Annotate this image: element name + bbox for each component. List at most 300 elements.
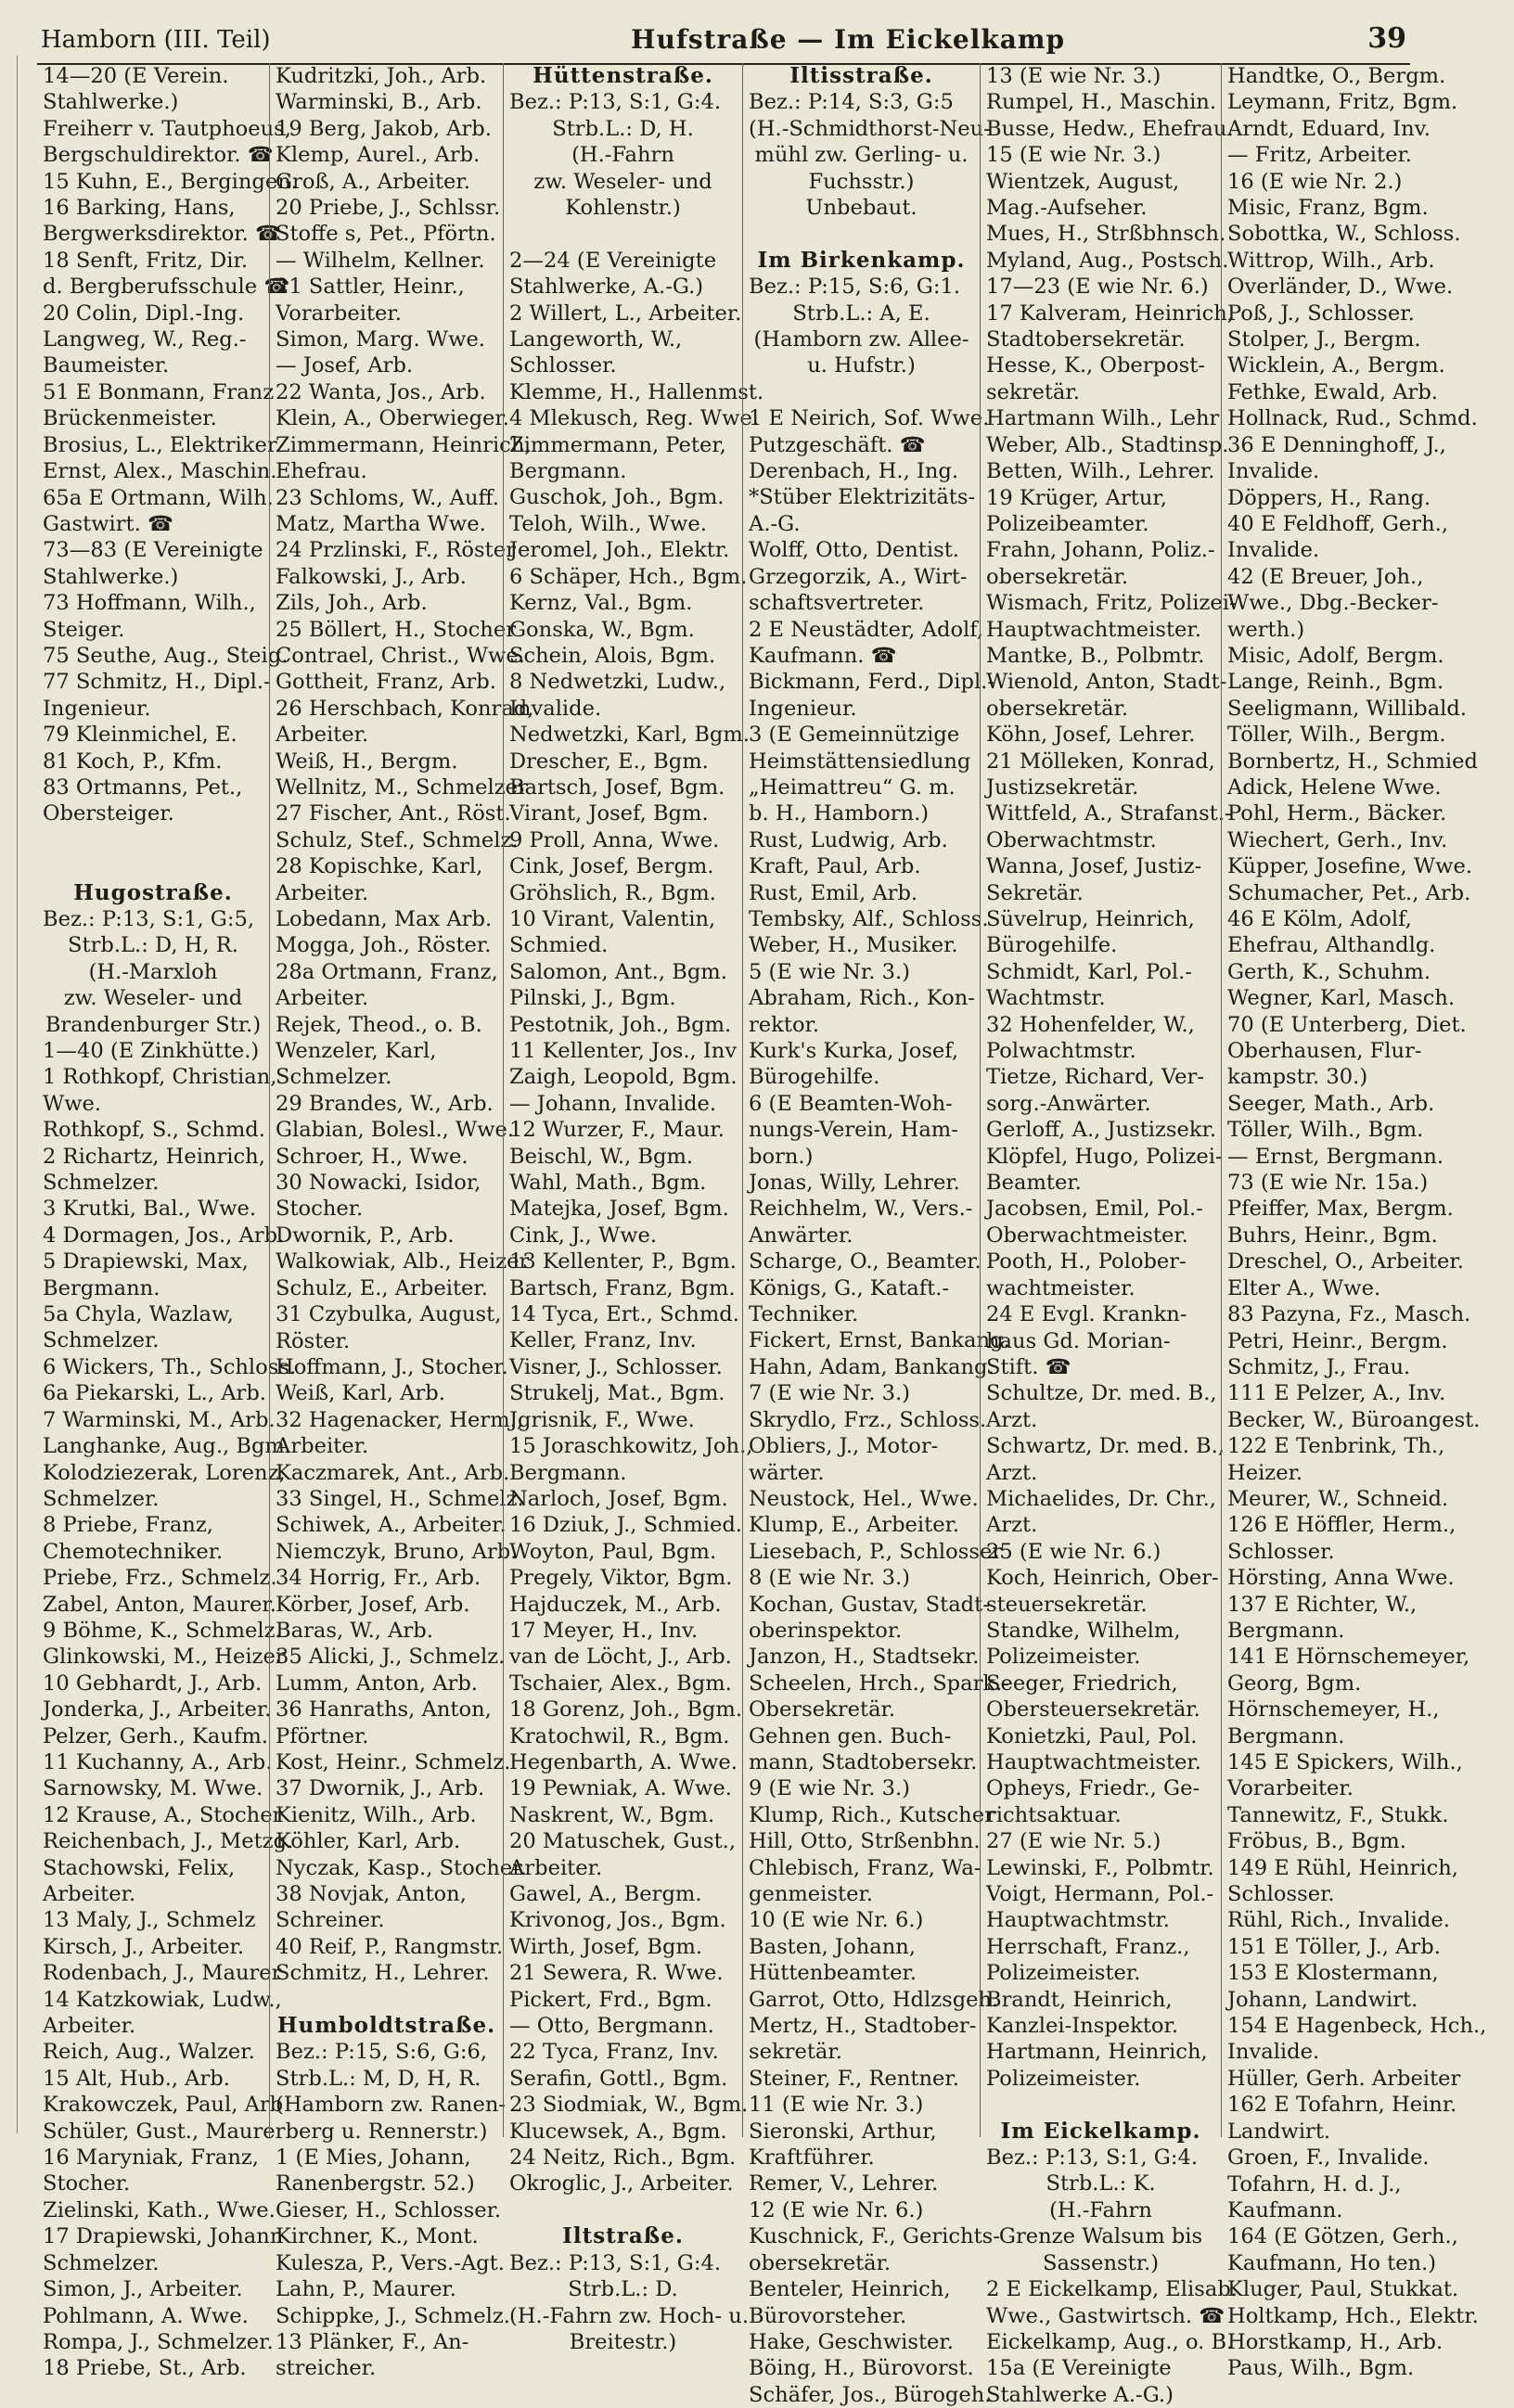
directory-line: Arzt. xyxy=(986,1460,1038,1485)
directory-line: Buhrs, Heinr., Bgm. xyxy=(1227,1223,1438,1248)
page-header xyxy=(37,17,1410,65)
directory-line: Bez.: P:13, S:1, G:4. xyxy=(509,2250,722,2275)
directory-line: Michaelides, Dr. Chr., xyxy=(986,1486,1216,1511)
directory-line: Strb.L.: D, H. xyxy=(552,116,694,141)
directory-line: Janzon, H., Stadtsekr. xyxy=(749,1645,980,1670)
directory-line: 83 Pazyna, Fz., Masch. xyxy=(1227,1302,1471,1327)
directory-line: Köhler, Karl, Arb. xyxy=(276,1829,461,1854)
directory-line: Brandt, Heinrich, xyxy=(986,1987,1173,2012)
directory-line: Bürogehilfe. xyxy=(986,933,1118,958)
directory-line: Seeger, Friedrich, xyxy=(986,1671,1178,1696)
directory-line: Gottheit, Franz, Arb. xyxy=(276,670,496,695)
directory-line: Kirchner, K., Mont. xyxy=(276,2224,479,2249)
directory-line: Hajduczek, M., Arb. xyxy=(509,1592,722,1617)
directory-line: Arbeiter. xyxy=(43,1882,136,1906)
directory-line: Töller, Wilh., Bergm. xyxy=(1227,723,1446,748)
directory-line: Misic, Adolf, Bergm. xyxy=(1227,643,1444,668)
directory-line: Arbeiter. xyxy=(43,2014,136,2039)
directory-line: Vorarbeiter. xyxy=(276,301,402,326)
directory-line: Lahn, P., Maurer. xyxy=(276,2277,456,2302)
directory-line: d. Bergberufsschule ☎ xyxy=(43,275,290,300)
directory-line: Schumacher, Pet., Arb. xyxy=(1227,880,1471,905)
directory-line: Polizeimeister. xyxy=(986,1645,1141,1670)
directory-line: Böing, H., Bürovorst. xyxy=(749,2356,974,2381)
directory-line: 1 E Neirich, Sof. Wwe. xyxy=(749,406,990,431)
directory-line: Herrschaft, Franz., xyxy=(986,1934,1190,1959)
directory-line: Wirth, Josef, Bgm. xyxy=(509,1934,703,1959)
directory-line: Lange, Reinh., Bgm. xyxy=(1227,670,1444,695)
directory-line: Krakowczek, Paul, Arb xyxy=(43,2093,284,2118)
directory-line: Basten, Johann, xyxy=(749,1934,916,1959)
directory-line: Schwartz, Dr. med. B., xyxy=(986,1434,1225,1459)
directory-line: 111 E Pelzer, A., Inv. xyxy=(1227,1381,1446,1406)
directory-line: Grenze Walsum bis xyxy=(998,2224,1203,2249)
directory-line: Schmitz, H., Lehrer. xyxy=(276,1961,490,1986)
directory-line: 79 Kleinmichel, E. xyxy=(43,723,237,748)
directory-line: Bergwerksdirektor. ☎ xyxy=(43,222,282,247)
directory-line: Strukelj, Mat., Bgm. xyxy=(509,1381,725,1406)
directory-line: Lobedann, Max Arb. xyxy=(276,907,493,931)
directory-line: 15a (E Vereinigte xyxy=(986,2356,1172,2381)
directory-line: Busse, Hedw., Ehefrau. xyxy=(986,116,1234,141)
directory-line: Voigt, Hermann, Pol.- xyxy=(986,1882,1214,1907)
directory-line: 149 E Rühl, Heinrich, xyxy=(1227,1855,1458,1880)
directory-line: Stahlwerke, A.-G.) xyxy=(509,275,704,300)
directory-line: Falkowski, J., Arb. xyxy=(276,564,467,589)
directory-line: 34 Horrig, Fr., Arb. xyxy=(276,1566,481,1591)
directory-line: 32 Hohenfelder, W., xyxy=(986,1012,1195,1037)
directory-line: Langeworth, W., xyxy=(509,327,683,352)
directory-line: Hauptwachtmeister. xyxy=(986,1750,1201,1774)
directory-line: 9 Proll, Anna, Wwe. xyxy=(509,827,720,852)
directory-line: Kulesza, P., Vers.-Agt. xyxy=(276,2250,505,2275)
running-head-center: Hufstraße — Im Eickelkamp xyxy=(631,24,1066,55)
directory-line: Guschok, Joh., Bgm. xyxy=(509,485,725,510)
directory-line: 10 (E wie Nr. 6.) xyxy=(749,1908,924,1933)
directory-line: Tannewitz, F., Stukk. xyxy=(1227,1802,1449,1827)
directory-line: Mantke, B., Polbmtr. xyxy=(986,643,1205,668)
directory-line: Gehnen gen. Buch- xyxy=(749,1723,952,1748)
directory-line: Nedwetzki, Karl, Bgm. xyxy=(509,723,750,748)
directory-line: Schmelzer. xyxy=(43,1486,160,1511)
directory-line: 13 Kellenter, P., Bgm. xyxy=(509,1249,737,1274)
directory-line: Jacobsen, Emil, Pol.- xyxy=(986,1197,1203,1222)
directory-line: Scharge, O., Beamter. xyxy=(749,1249,982,1274)
directory-line: oberinspektor. xyxy=(749,1618,903,1643)
directory-line: Breitestr.) xyxy=(569,2329,677,2354)
directory-line: Strb.L.: D. xyxy=(568,2277,678,2302)
directory-line: Wienold, Anton, Stadt- xyxy=(986,670,1227,695)
directory-line: 26 Herschbach, Konrad, xyxy=(276,696,534,721)
directory-line xyxy=(749,379,974,405)
directory-line: Arbeiter. xyxy=(509,1855,603,1880)
directory-line: wärter. xyxy=(749,1460,825,1485)
directory-line: Tembsky, Alf., Schloss. xyxy=(749,906,989,931)
directory-line: Brandenburger Str.) xyxy=(45,1012,262,1037)
directory-line: Wicklein, A., Bergm. xyxy=(1227,353,1445,378)
directory-line: 8 (E wie Nr. 3.) xyxy=(749,1566,910,1591)
directory-line: Skrydlo, Frz., Schloss. xyxy=(749,1407,987,1432)
street-heading: Iltisstraße. xyxy=(789,63,933,88)
directory-line: Körber, Josef, Arb. xyxy=(276,1592,470,1617)
directory-line: Ehefrau. xyxy=(276,459,367,484)
directory-line: Landwirt. xyxy=(1227,2119,1331,2144)
directory-line: Dreschel, O., Arbeiter. xyxy=(1227,1249,1464,1274)
directory-line: Simon, J., Arbeiter. xyxy=(43,2277,243,2302)
directory-line: Rust, Emil, Arb. xyxy=(749,880,918,905)
directory-line: Wittrop, Wilh., Arb. xyxy=(1227,248,1435,273)
directory-line: Contrael, Christ., Wwe. xyxy=(276,643,525,668)
directory-line: 6 (E Beamten-Woh- xyxy=(749,1091,953,1116)
directory-line: Abraham, Rich., Kon- xyxy=(749,986,975,1011)
directory-line xyxy=(43,827,263,853)
directory-line: Bez.: P:13, S:1, G:4. xyxy=(986,2145,1199,2171)
directory-line: Bürovorsteher. xyxy=(749,2303,907,2328)
directory-line: Ingenieur. xyxy=(43,696,151,721)
directory-line: 141 E Hörnschemeyer, xyxy=(1227,1645,1470,1670)
directory-line: Schmidt, Karl, Pol.- xyxy=(986,959,1192,984)
directory-line: 70 (E Unterberg, Diet. xyxy=(1227,1012,1467,1037)
directory-line: Jgrisnik, F., Wwe. xyxy=(509,1407,695,1432)
directory-line: „Heimattreu“ G. m. xyxy=(749,775,956,800)
directory-line: Invalide. xyxy=(509,696,602,721)
directory-line: Hoffmann, J., Stocher. xyxy=(276,1354,508,1379)
directory-line: 20 Colin, Dipl.-Ing. xyxy=(43,301,245,326)
directory-line: mühl zw. Gerling- u. xyxy=(754,143,969,168)
directory-line: 38 Novjak, Anton, xyxy=(276,1882,467,1907)
directory-line: Horstkamp, H., Arb. xyxy=(1227,2329,1443,2354)
directory-line: 36 E Denninghoff, J., xyxy=(1227,432,1446,457)
directory-line: Rejek, Theod., o. B. xyxy=(276,1012,482,1037)
directory-line: Bez.: P:13, S:1, G:5, xyxy=(43,906,255,931)
directory-line: Remer, V., Lehrer. xyxy=(749,2171,939,2197)
directory-line: Myland, Aug., Postsch. xyxy=(986,248,1229,273)
directory-line: Arzt. xyxy=(986,1513,1038,1538)
directory-line: Hüller, Gerh. Arbeiter xyxy=(1227,2066,1461,2091)
directory-line: 6 Wickers, Th., Schloss. xyxy=(43,1354,297,1379)
directory-line: Zaigh, Leopold, Bgm. xyxy=(509,1065,738,1090)
directory-line: Köhn, Josef, Lehrer. xyxy=(986,723,1196,748)
directory-line: Reichhelm, W., Vers.- xyxy=(749,1197,973,1222)
directory-line: 17 Meyer, H., Inv. xyxy=(509,1618,699,1643)
directory-line: 145 E Spickers, Wilh., xyxy=(1227,1750,1463,1774)
directory-line: Pregely, Viktor, Bgm. xyxy=(509,1566,733,1591)
directory-line: 13 (E wie Nr. 3.) xyxy=(986,64,1161,88)
directory-line: Hauptwachtmeister. xyxy=(986,617,1201,642)
directory-line: Anwärter. xyxy=(749,1223,853,1248)
directory-line: Niemczyk, Bruno, Arb. xyxy=(276,1539,518,1564)
directory-line: Wahl, Math., Bgm. xyxy=(509,1171,707,1196)
directory-line: Invalide. xyxy=(1227,2040,1320,2065)
directory-line: Hake, Geschwister. xyxy=(749,2329,954,2354)
directory-line: Schroer, H., Wwe. xyxy=(276,1144,468,1169)
directory-line: Frahn, Johann, Poliz.- xyxy=(986,538,1215,563)
directory-line: Okroglic, J., Arbeiter. xyxy=(509,2171,734,2197)
directory-line: Strb.L.: D, H, R. xyxy=(68,933,238,958)
directory-line: 17 Kalveram, Heinrich, xyxy=(986,301,1234,326)
directory-line: van de Löcht, J., Arb. xyxy=(509,1645,732,1670)
directory-line: 11 (E wie Nr. 3.) xyxy=(749,2093,924,2118)
directory-line: Schultze, Dr. med. B., xyxy=(986,1381,1217,1406)
directory-line: Pohl, Herm., Bäcker. xyxy=(1227,801,1447,826)
directory-line: (H.-Fahrn xyxy=(571,143,674,168)
directory-line: 153 E Klostermann, xyxy=(1227,1961,1439,1986)
directory-line: Warminski, B., Arb. xyxy=(276,90,482,115)
directory-line: Kaufmann. ☎ xyxy=(749,643,897,668)
directory-line: Fickert, Ernst, Bankang. xyxy=(749,1328,1010,1353)
directory-line: Seeligmann, Willibald. xyxy=(1227,696,1468,721)
directory-line: Matejka, Josef, Bgm. xyxy=(509,1197,729,1222)
directory-line: Serafin, Gottl., Bgm. xyxy=(509,2066,728,2091)
directory-line: Kirsch, J., Arbeiter. xyxy=(43,1934,245,1959)
directory-line: 19 Krüger, Artur, xyxy=(986,485,1167,510)
directory-line: Schmied. xyxy=(509,933,609,958)
directory-line: 5 Drapiewski, Max, xyxy=(43,1249,249,1274)
directory-line: Stoffe s, Pet., Pförtn. xyxy=(276,222,496,247)
directory-line: Brosius, L., Elektriker. xyxy=(43,432,282,457)
directory-line: Arbeiter. xyxy=(276,1434,369,1459)
directory-line: Schmelzer. xyxy=(43,1171,160,1196)
directory-line: Reich, Aug., Walzer. xyxy=(43,2040,255,2065)
directory-line: Elter A., Wwe. xyxy=(1227,1275,1381,1300)
directory-line: zw. Weseler- und xyxy=(63,986,243,1011)
directory-line: Johann, Landwirt. xyxy=(1227,1987,1418,2012)
directory-line: 11 Kellenter, Jos., Inv xyxy=(509,1039,738,1064)
directory-line: Beamter. xyxy=(986,1171,1082,1196)
directory-line: Sieronski, Arthur, xyxy=(749,2119,937,2144)
directory-line: Gieser, H., Schlosser. xyxy=(276,2197,502,2222)
directory-line: Wellnitz, M., Schmelzer xyxy=(276,775,528,800)
directory-line: Wachtmstr. xyxy=(986,986,1106,1011)
directory-line: Standke, Wilhelm, xyxy=(986,1618,1181,1643)
directory-line: 23 Schloms, W., Auff. xyxy=(276,485,499,510)
directory-line: — Wilhelm, Kellner. xyxy=(276,248,485,273)
directory-line: 65a E Ortmann, Wilh. xyxy=(43,485,274,510)
directory-line: 30 Nowacki, Isidor, xyxy=(276,1171,481,1196)
directory-line: Tietze, Richard, Ver- xyxy=(986,1065,1204,1090)
directory-line: Kaufmann. xyxy=(1227,2197,1343,2222)
directory-line: Chlebisch, Franz, Wa- xyxy=(749,1855,982,1880)
directory-line: Döppers, H., Rang. xyxy=(1227,485,1431,510)
directory-line: Steiner, F., Rentner. xyxy=(749,2066,959,2091)
directory-column-2 xyxy=(269,63,534,2381)
directory-line: 2 E Neustädter, Adolf, xyxy=(749,617,984,642)
directory-line: Poß, J., Schlosser. xyxy=(1227,301,1415,326)
directory-line xyxy=(43,853,263,879)
directory-line: obersekretär. xyxy=(986,564,1129,589)
directory-line: sekretär. xyxy=(749,2040,842,2065)
directory-line: Kaczmarek, Ant., Arb. xyxy=(276,1460,510,1485)
directory-line: Sassenstr.) xyxy=(1042,2250,1160,2275)
directory-line: Schüler, Gust., Maurer xyxy=(43,2119,286,2144)
directory-column-5 xyxy=(980,63,1238,2407)
directory-line: 4 Dormagen, Jos., Arb. xyxy=(43,1223,285,1248)
directory-line: Stolper, J., Bergm. xyxy=(1227,327,1421,352)
directory-line: 154 E Hagenbeck, Hch., xyxy=(1227,2014,1487,2039)
directory-line: rektor. xyxy=(749,1012,820,1037)
directory-line: Kluger, Paul, Stukkat. xyxy=(1227,2277,1459,2302)
directory-line: Mues, H., Strßbhnsch. xyxy=(986,222,1226,247)
directory-line: Hollnack, Rud., Schmd. xyxy=(1227,406,1478,431)
directory-line: 3 Krutki, Bal., Wwe. xyxy=(43,1197,257,1222)
directory-line: 5 (E wie Nr. 3.) xyxy=(749,959,910,984)
directory-line: Zabel, Anton, Maurer. xyxy=(43,1592,276,1617)
directory-line: 12 (E wie Nr. 6.) xyxy=(749,2197,924,2222)
directory-line: Konietzki, Paul, Pol. xyxy=(986,1723,1198,1748)
directory-line: steuersekretär. xyxy=(986,1592,1148,1617)
directory-line: Mertz, H., Stadtober- xyxy=(749,2014,977,2039)
directory-line: Stahlwerke A.-G.) xyxy=(986,2382,1174,2407)
directory-line: (H.-Fahrn zw. Hoch- u. xyxy=(509,2303,750,2328)
directory-line: Schiwek, A., Arbeiter. xyxy=(276,1513,507,1538)
directory-line: Georg, Bgm. xyxy=(1227,1671,1362,1696)
directory-line: Klöpfel, Hugo, Polizei- xyxy=(986,1144,1223,1169)
directory-line: 8 Priebe, Franz, xyxy=(43,1513,213,1538)
directory-line: 9 (E wie Nr. 3.) xyxy=(749,1776,910,1801)
directory-line: 29 Brandes, W., Arb. xyxy=(276,1091,494,1116)
directory-line: Hegenbarth, A. Wwe. xyxy=(509,1749,738,1774)
directory-line: 137 E Richter, W., xyxy=(1227,1592,1418,1617)
directory-line: — Otto, Bergmann. xyxy=(509,2014,714,2039)
directory-line: berg u. Rennerstr.) xyxy=(285,2119,488,2144)
directory-line: kampstr. 30.) xyxy=(1227,1065,1368,1090)
directory-line: Drescher, E., Bgm. xyxy=(509,749,709,774)
directory-line: 25 Böllert, H., Stocher xyxy=(276,617,516,642)
directory-line: Jeromel, Joh., Elektr. xyxy=(509,538,730,563)
directory-line: Oberwachtmeister. xyxy=(986,1223,1188,1248)
directory-line: Ehefrau, Althandlg. xyxy=(1227,933,1436,958)
directory-line: 23 Siodmiak, W., Bgm. xyxy=(509,2093,749,2118)
directory-line: Kuschnick, F., Gerichts- xyxy=(749,2224,1000,2249)
running-head-left: Hamborn (III. Teil) xyxy=(41,26,271,54)
directory-line: 18 Gorenz, Joh., Bgm. xyxy=(509,1697,743,1723)
directory-line: Gawel, A., Bergm. xyxy=(509,1882,702,1907)
directory-line: Gröhslich, R., Bgm. xyxy=(509,880,716,905)
directory-line: Oberwachtmstr. xyxy=(986,827,1157,852)
directory-line: Sekretär. xyxy=(986,880,1084,905)
directory-line: 19 Pewniak, A. Wwe. xyxy=(509,1776,732,1801)
directory-line: Pestotnik, Joh., Bgm. xyxy=(509,1012,732,1037)
directory-line: Sarnowsky, M. Wwe. xyxy=(43,1776,263,1801)
directory-line: Klucewsek, A., Bgm. xyxy=(509,2119,727,2144)
directory-line: Schulz, E., Arbeiter. xyxy=(276,1275,488,1300)
directory-line: Kurk's Kurka, Josef, xyxy=(749,1039,959,1063)
street-heading: Iltstraße. xyxy=(562,2223,684,2249)
directory-line: Schlosser. xyxy=(1227,1539,1335,1564)
directory-line: Wegner, Karl, Masch. xyxy=(1227,986,1456,1011)
directory-line: born.) xyxy=(749,1144,814,1169)
directory-line: Bickmann, Ferd., Dipl.- xyxy=(749,670,995,695)
directory-line: Cink, J., Wwe. xyxy=(509,1223,658,1248)
directory-line: (Hamborn zw. Ranen- xyxy=(276,2093,507,2118)
directory-line: haus Gd. Morian- xyxy=(986,1328,1171,1353)
directory-line: sekretär. xyxy=(986,379,1080,404)
directory-line: Wanna, Josef, Justiz- xyxy=(986,854,1202,879)
street-heading: Im Eickelkamp. xyxy=(1000,2118,1201,2144)
directory-line: Justizsekretär. xyxy=(986,775,1139,800)
directory-line: 2 Richartz, Heinrich, xyxy=(43,1144,265,1169)
directory-line: Baumeister. xyxy=(43,353,170,378)
directory-line: Klump, E., Arbeiter. xyxy=(749,1513,960,1538)
directory-line: 1—40 (E Zinkhütte.) xyxy=(43,1039,260,1063)
directory-line: Schein, Alois, Bgm. xyxy=(509,643,716,668)
directory-line: 16 Dziuk, J., Schmied. xyxy=(509,1513,742,1538)
directory-line: 13 Maly, J., Schmelz xyxy=(43,1908,256,1933)
directory-line: Zielinski, Kath., Wwe. xyxy=(43,2197,276,2222)
directory-line: Kraft, Paul, Arb. xyxy=(749,854,921,879)
directory-line xyxy=(509,2197,737,2223)
directory-line: 10 Virant, Valentin, xyxy=(509,906,716,931)
directory-line: Misic, Franz, Bgm. xyxy=(1227,196,1429,221)
directory-line: richtsaktuar. xyxy=(986,1802,1122,1827)
directory-line: Jonas, Willy, Lehrer. xyxy=(749,1171,960,1196)
directory-line: Langhanke, Aug., Bgm. xyxy=(43,1434,292,1459)
directory-line: — Josef, Arb. xyxy=(276,353,414,378)
directory-line: 37 Dwornik, J., Arb. xyxy=(276,1776,485,1801)
directory-line: Pfeiffer, Max, Bergm. xyxy=(1227,1197,1454,1222)
directory-line: Kanzlei-Inspektor. xyxy=(986,2014,1179,2039)
directory-line: Bergmann. xyxy=(43,1275,160,1300)
directory-line: Krivonog, Jos., Bgm. xyxy=(509,1908,726,1933)
directory-line: Rust, Ludwig, Arb. xyxy=(749,827,948,852)
directory-line: Garrot, Otto, Hdlzsgeh. xyxy=(749,1987,999,2012)
directory-line: Dwornik, P., Arb. xyxy=(276,1223,455,1248)
directory-line: Königs, G., Kataft.- xyxy=(749,1275,950,1300)
directory-line: Stahlwerke.) xyxy=(43,564,179,589)
directory-line: 12 Wurzer, F., Maur. xyxy=(509,1118,725,1143)
directory-line: Salomon, Ant., Bgm. xyxy=(509,959,727,984)
directory-line: Strb.L.: K. xyxy=(1046,2171,1156,2197)
directory-line: 25 (E wie Nr. 6.) xyxy=(986,1539,1161,1564)
street-heading: Humboldtstraße. xyxy=(276,2013,496,2039)
directory-line: 10 Gebhardt, J., Arb. xyxy=(43,1671,263,1696)
directory-line: Polizeimeister. xyxy=(986,1961,1141,1986)
directory-line: Kraftführer. xyxy=(749,2145,875,2171)
directory-line: — Johann, Invalide. xyxy=(509,1091,717,1116)
directory-line: Invalide. xyxy=(1227,459,1320,484)
directory-line: Overländer, D., Wwe. xyxy=(1227,275,1454,300)
directory-line: 164 (E Götzen, Gerh., xyxy=(1227,2224,1458,2249)
directory-line: Heimstättensiedlung xyxy=(749,749,971,774)
directory-line: Priebe, Frz., Schmelz. xyxy=(43,1566,277,1591)
directory-line: Kohlenstr.) xyxy=(565,196,681,221)
directory-line: 6a Piekarski, L., Arb. xyxy=(43,1381,266,1406)
directory-line: 51 E Bonmann, Franz xyxy=(43,379,275,404)
directory-line: Bergschuldirektor. ☎ xyxy=(43,143,274,168)
directory-line: 27 Fischer, Ant., Röst. xyxy=(276,801,511,826)
directory-line: Gastwirt. ☎ xyxy=(43,511,174,536)
directory-line: 16 Maryniak, Franz, xyxy=(43,2145,259,2171)
directory-line: 2 E Eickelkamp, Elisab. xyxy=(986,2277,1238,2302)
directory-line: Schlosser. xyxy=(509,353,617,378)
directory-line: Ingenieur. xyxy=(749,696,857,721)
directory-line: Arbeiter. xyxy=(276,986,369,1011)
directory-line: werth.) xyxy=(1227,617,1305,642)
directory-line: Schippke, J., Schmelz. xyxy=(276,2303,510,2328)
directory-line: 5a Chyla, Wazlaw, xyxy=(43,1302,234,1327)
directory-line: 1 Rothkopf, Christian, xyxy=(43,1065,277,1090)
directory-line: Wiechert, Gerh., Inv. xyxy=(1227,827,1448,852)
directory-line: Obersteiger. xyxy=(43,801,174,826)
directory-line: 24 E Evgl. Krankn- xyxy=(986,1302,1187,1327)
directory-line: mann, Stadtobersekr. xyxy=(749,1749,978,1774)
directory-line: 73—83 (E Vereinigte xyxy=(43,538,263,563)
directory-line: streicher. xyxy=(276,2356,377,2381)
directory-line: Weber, H., Musiker. xyxy=(749,933,958,958)
directory-line: Woyton, Paul, Bgm. xyxy=(509,1539,717,1564)
directory-line: Fuchsstr.) xyxy=(808,169,915,194)
directory-line: Obersekretär. xyxy=(749,1697,896,1723)
